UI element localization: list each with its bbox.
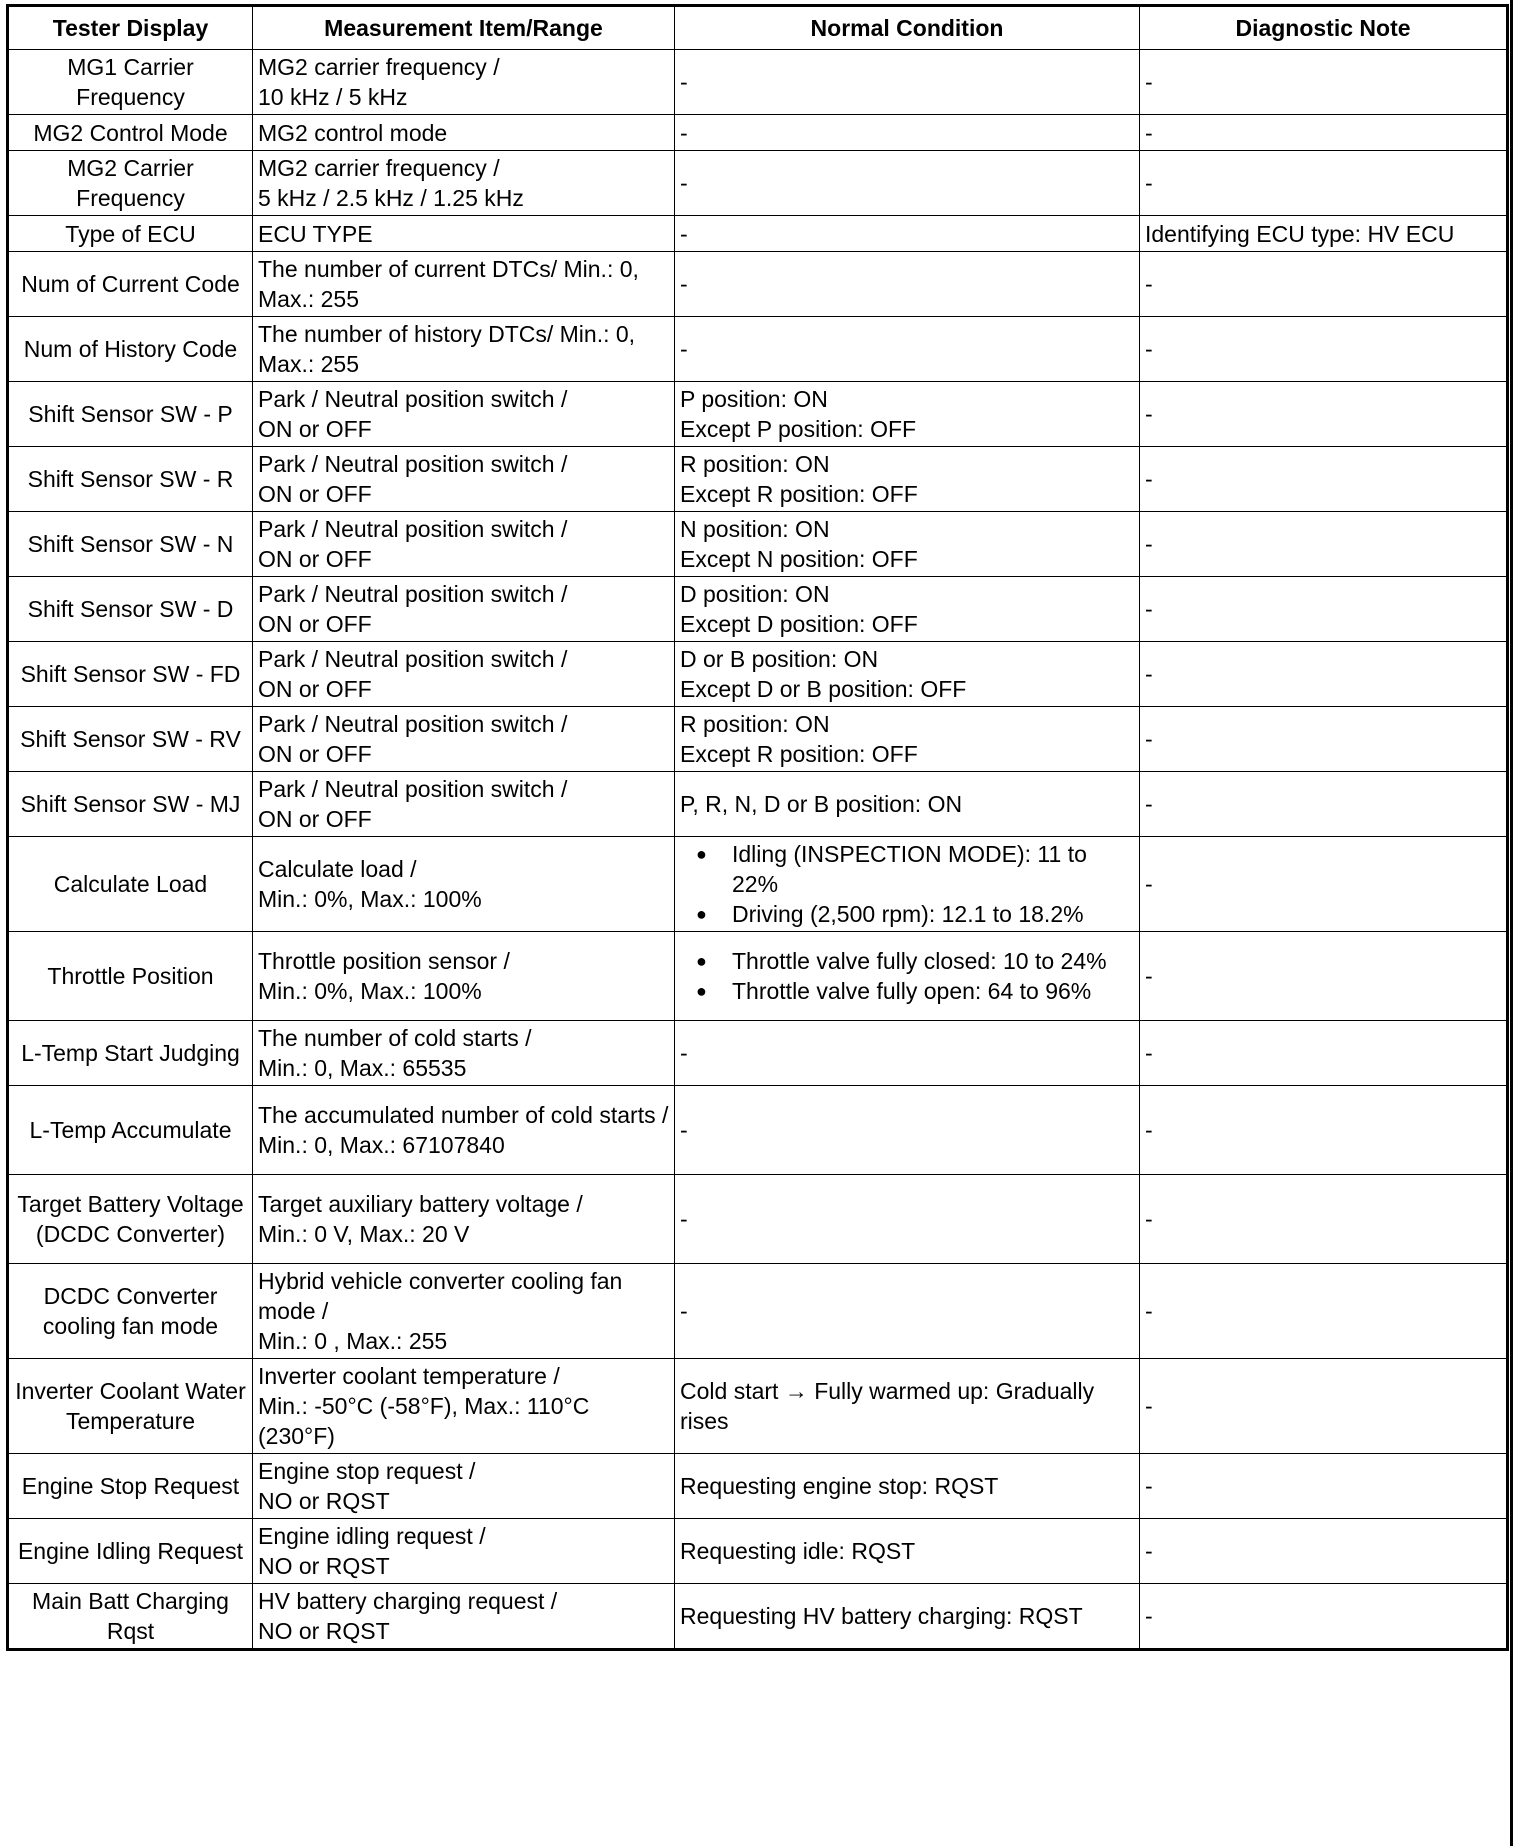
measurement-item-cell: The accumulated number of cold starts / Min.: 0, Max.: 67107840 xyxy=(253,1086,675,1175)
measurement-item-cell: The number of cold starts / Min.: 0, Max.: 65535 xyxy=(253,1021,675,1086)
tester-display-cell: Inverter Coolant Water Temperature xyxy=(8,1359,253,1454)
table-row xyxy=(8,932,1508,1021)
tester-display-cell: L-Temp Accumulate xyxy=(8,1086,253,1175)
normal-condition-cell: P, R, N, D or B position: ON xyxy=(675,772,1140,837)
diagnostic-note-cell: - xyxy=(1140,50,1508,115)
table-row xyxy=(8,837,1508,932)
tester-display-cell: Num of Current Code xyxy=(8,252,253,317)
table-row xyxy=(8,317,1508,382)
tester-display-cell: Target Battery Voltage (DCDC Converter) xyxy=(8,1175,253,1264)
diagnostic-note-cell: - xyxy=(1140,1021,1508,1086)
table-row xyxy=(8,707,1508,772)
tester-display-cell: MG2 Control Mode xyxy=(8,115,253,151)
diagnostic-note-cell: - xyxy=(1140,1519,1508,1584)
diagnostic-note-cell: - xyxy=(1140,577,1508,642)
normal-condition-cell: P position: ON Except P position: OFF xyxy=(675,382,1140,447)
measurement-item-cell: Target auxiliary battery voltage / Min.: 0 V, Max.: 20 V xyxy=(253,1175,675,1264)
table-row xyxy=(8,216,1508,252)
header-tester-display: Tester Display xyxy=(8,6,253,50)
table-row xyxy=(8,577,1508,642)
tester-display-cell: Engine Idling Request xyxy=(8,1519,253,1584)
normal-condition-cell: - xyxy=(675,252,1140,317)
header-normal-condition: Normal Condition xyxy=(675,6,1140,50)
diagnostic-note-cell: - xyxy=(1140,772,1508,837)
diagnostic-note-cell: - xyxy=(1140,1175,1508,1264)
diagnostic-note-cell: - xyxy=(1140,382,1508,447)
normal-condition-cell: Requesting idle: RQST xyxy=(675,1519,1140,1584)
measurement-item-cell: Park / Neutral position switch / ON or OFF xyxy=(253,447,675,512)
measurement-item-cell: Calculate load / Min.: 0%, Max.: 100% xyxy=(253,837,675,932)
table-row xyxy=(8,382,1508,447)
diagnostic-note-cell: - xyxy=(1140,642,1508,707)
tester-display-cell: Shift Sensor SW - FD xyxy=(8,642,253,707)
diagnostic-note-cell: - xyxy=(1140,512,1508,577)
tester-display-cell: Shift Sensor SW - D xyxy=(8,577,253,642)
tester-display-cell: Type of ECU xyxy=(8,216,253,252)
diagnostic-note-cell: - xyxy=(1140,317,1508,382)
normal-condition-cell: - xyxy=(675,1086,1140,1175)
measurement-item-cell: Throttle position sensor / Min.: 0%, Max.: 100% xyxy=(253,932,675,1021)
tester-display-cell: Shift Sensor SW - MJ xyxy=(8,772,253,837)
tester-display-cell: Main Batt Charging Rqst xyxy=(8,1584,253,1650)
normal-condition-cell: R position: ON Except R position: OFF xyxy=(675,707,1140,772)
tester-display-cell: L-Temp Start Judging xyxy=(8,1021,253,1086)
normal-condition-cell: - xyxy=(675,50,1140,115)
measurement-item-cell: Park / Neutral position switch / ON or OFF xyxy=(253,382,675,447)
document-sheet xyxy=(6,4,1506,1834)
tester-display-cell: MG2 Carrier Frequency xyxy=(8,151,253,216)
normal-condition-cell xyxy=(675,932,1140,1021)
table-row xyxy=(8,252,1508,317)
diagnostic-note-cell: - xyxy=(1140,932,1508,1021)
normal-condition-cell: R position: ON Except R position: OFF xyxy=(675,447,1140,512)
tester-display-cell: Calculate Load xyxy=(8,837,253,932)
table-row xyxy=(8,1021,1508,1086)
normal-condition-cell: - xyxy=(675,216,1140,252)
diagnostic-note-cell: Identifying ECU type: HV ECU xyxy=(1140,216,1508,252)
table-row xyxy=(8,512,1508,577)
table-row xyxy=(8,642,1508,707)
measurement-item-cell: MG2 carrier frequency / 5 kHz / 2.5 kHz / 1.25 kHz xyxy=(253,151,675,216)
measurement-item-cell: Park / Neutral position switch / ON or OFF xyxy=(253,577,675,642)
table-row xyxy=(8,1454,1508,1519)
tester-display-cell: Throttle Position xyxy=(8,932,253,1021)
measurement-item-cell: MG2 carrier frequency / 10 kHz / 5 kHz xyxy=(253,50,675,115)
tester-display-cell: Num of History Code xyxy=(8,317,253,382)
measurement-item-cell: HV battery charging request / NO or RQST xyxy=(253,1584,675,1650)
tester-display-cell: MG1 Carrier Frequency xyxy=(8,50,253,115)
tester-display-cell: Shift Sensor SW - R xyxy=(8,447,253,512)
condition-bullet-list xyxy=(680,946,1134,1006)
tester-display-cell: Shift Sensor SW - N xyxy=(8,512,253,577)
measurement-item-cell: Engine idling request / NO or RQST xyxy=(253,1519,675,1584)
diagnostic-note-cell: - xyxy=(1140,1584,1508,1650)
normal-condition-cell xyxy=(675,837,1140,932)
condition-bullet-item: ● Idling (INSPECTION MODE): 11 to 22% xyxy=(692,839,1134,899)
table-row xyxy=(8,50,1508,115)
condition-bullet-list xyxy=(680,839,1134,929)
normal-condition-cell: Requesting engine stop: RQST xyxy=(675,1454,1140,1519)
normal-condition-cell: - xyxy=(675,151,1140,216)
normal-condition-cell: D position: ON Except D position: OFF xyxy=(675,577,1140,642)
normal-condition-cell: - xyxy=(675,317,1140,382)
measurement-item-cell: Park / Neutral position switch / ON or OFF xyxy=(253,772,675,837)
condition-bullet-item: ● Throttle valve fully closed: 10 to 24% xyxy=(692,946,1134,976)
condition-bullet-item: ● Throttle valve fully open: 64 to 96% xyxy=(692,976,1134,1006)
normal-condition-cell: N position: ON Except N position: OFF xyxy=(675,512,1140,577)
normal-condition-cell: - xyxy=(675,1021,1140,1086)
diagnostic-note-cell: - xyxy=(1140,1264,1508,1359)
measurement-item-cell: Hybrid vehicle converter cooling fan mode / Min.: 0 , Max.: 255 xyxy=(253,1264,675,1359)
table-row xyxy=(8,772,1508,837)
diagnostic-note-cell: - xyxy=(1140,447,1508,512)
diagnostic-note-cell: - xyxy=(1140,1454,1508,1519)
diagnostic-note-cell: - xyxy=(1140,1086,1508,1175)
normal-condition-cell: - xyxy=(675,115,1140,151)
measurement-item-cell: ECU TYPE xyxy=(253,216,675,252)
table-row xyxy=(8,1519,1508,1584)
diagnostic-note-cell: - xyxy=(1140,707,1508,772)
measurement-item-cell: Park / Neutral position switch / ON or OFF xyxy=(253,512,675,577)
measurement-item-cell: Park / Neutral position switch / ON or OFF xyxy=(253,707,675,772)
table-row xyxy=(8,447,1508,512)
table-row xyxy=(8,1175,1508,1264)
diagnostic-note-cell: - xyxy=(1140,837,1508,932)
table-row xyxy=(8,1359,1508,1454)
measurement-item-cell: The number of current DTCs/ Min.: 0, Max.: 255 xyxy=(253,252,675,317)
measurement-item-cell: MG2 control mode xyxy=(253,115,675,151)
table-row xyxy=(8,151,1508,216)
condition-bullet-item: ● Driving (2,500 rpm): 12.1 to 18.2% xyxy=(692,899,1134,929)
tester-display-cell: Engine Stop Request xyxy=(8,1454,253,1519)
diagnostic-note-cell: - xyxy=(1140,115,1508,151)
measurement-item-cell: Park / Neutral position switch / ON or OFF xyxy=(253,642,675,707)
header-measurement-item: Measurement Item/Range xyxy=(253,6,675,50)
page-edge-bar xyxy=(1510,0,1513,1846)
diagnostic-note-cell: - xyxy=(1140,1359,1508,1454)
header-diagnostic-note: Diagnostic Note xyxy=(1140,6,1508,50)
diagnostic-note-cell: - xyxy=(1140,252,1508,317)
tester-display-cell: Shift Sensor SW - RV xyxy=(8,707,253,772)
data-list-table xyxy=(6,4,1509,1651)
table-body xyxy=(8,50,1508,1650)
tester-display-cell: DCDC Converter cooling fan mode xyxy=(8,1264,253,1359)
normal-condition-cell: - xyxy=(675,1264,1140,1359)
measurement-item-cell: The number of history DTCs/ Min.: 0, Max.: 255 xyxy=(253,317,675,382)
measurement-item-cell: Engine stop request / NO or RQST xyxy=(253,1454,675,1519)
header-row xyxy=(8,6,1508,50)
table-row xyxy=(8,1584,1508,1650)
table-row xyxy=(8,115,1508,151)
measurement-item-cell: Inverter coolant temperature / Min.: -50°C (-58°F), Max.: 110°C (230°F) xyxy=(253,1359,675,1454)
table-row xyxy=(8,1264,1508,1359)
normal-condition-cell: - xyxy=(675,1175,1140,1264)
normal-condition-cell: D or B position: ON Except D or B position: OFF xyxy=(675,642,1140,707)
diagnostic-note-cell: - xyxy=(1140,151,1508,216)
tester-display-cell: Shift Sensor SW - P xyxy=(8,382,253,447)
normal-condition-cell: Cold start → Fully warmed up: Gradually rises xyxy=(675,1359,1140,1454)
normal-condition-cell: Requesting HV battery charging: RQST xyxy=(675,1584,1140,1650)
table-row xyxy=(8,1086,1508,1175)
